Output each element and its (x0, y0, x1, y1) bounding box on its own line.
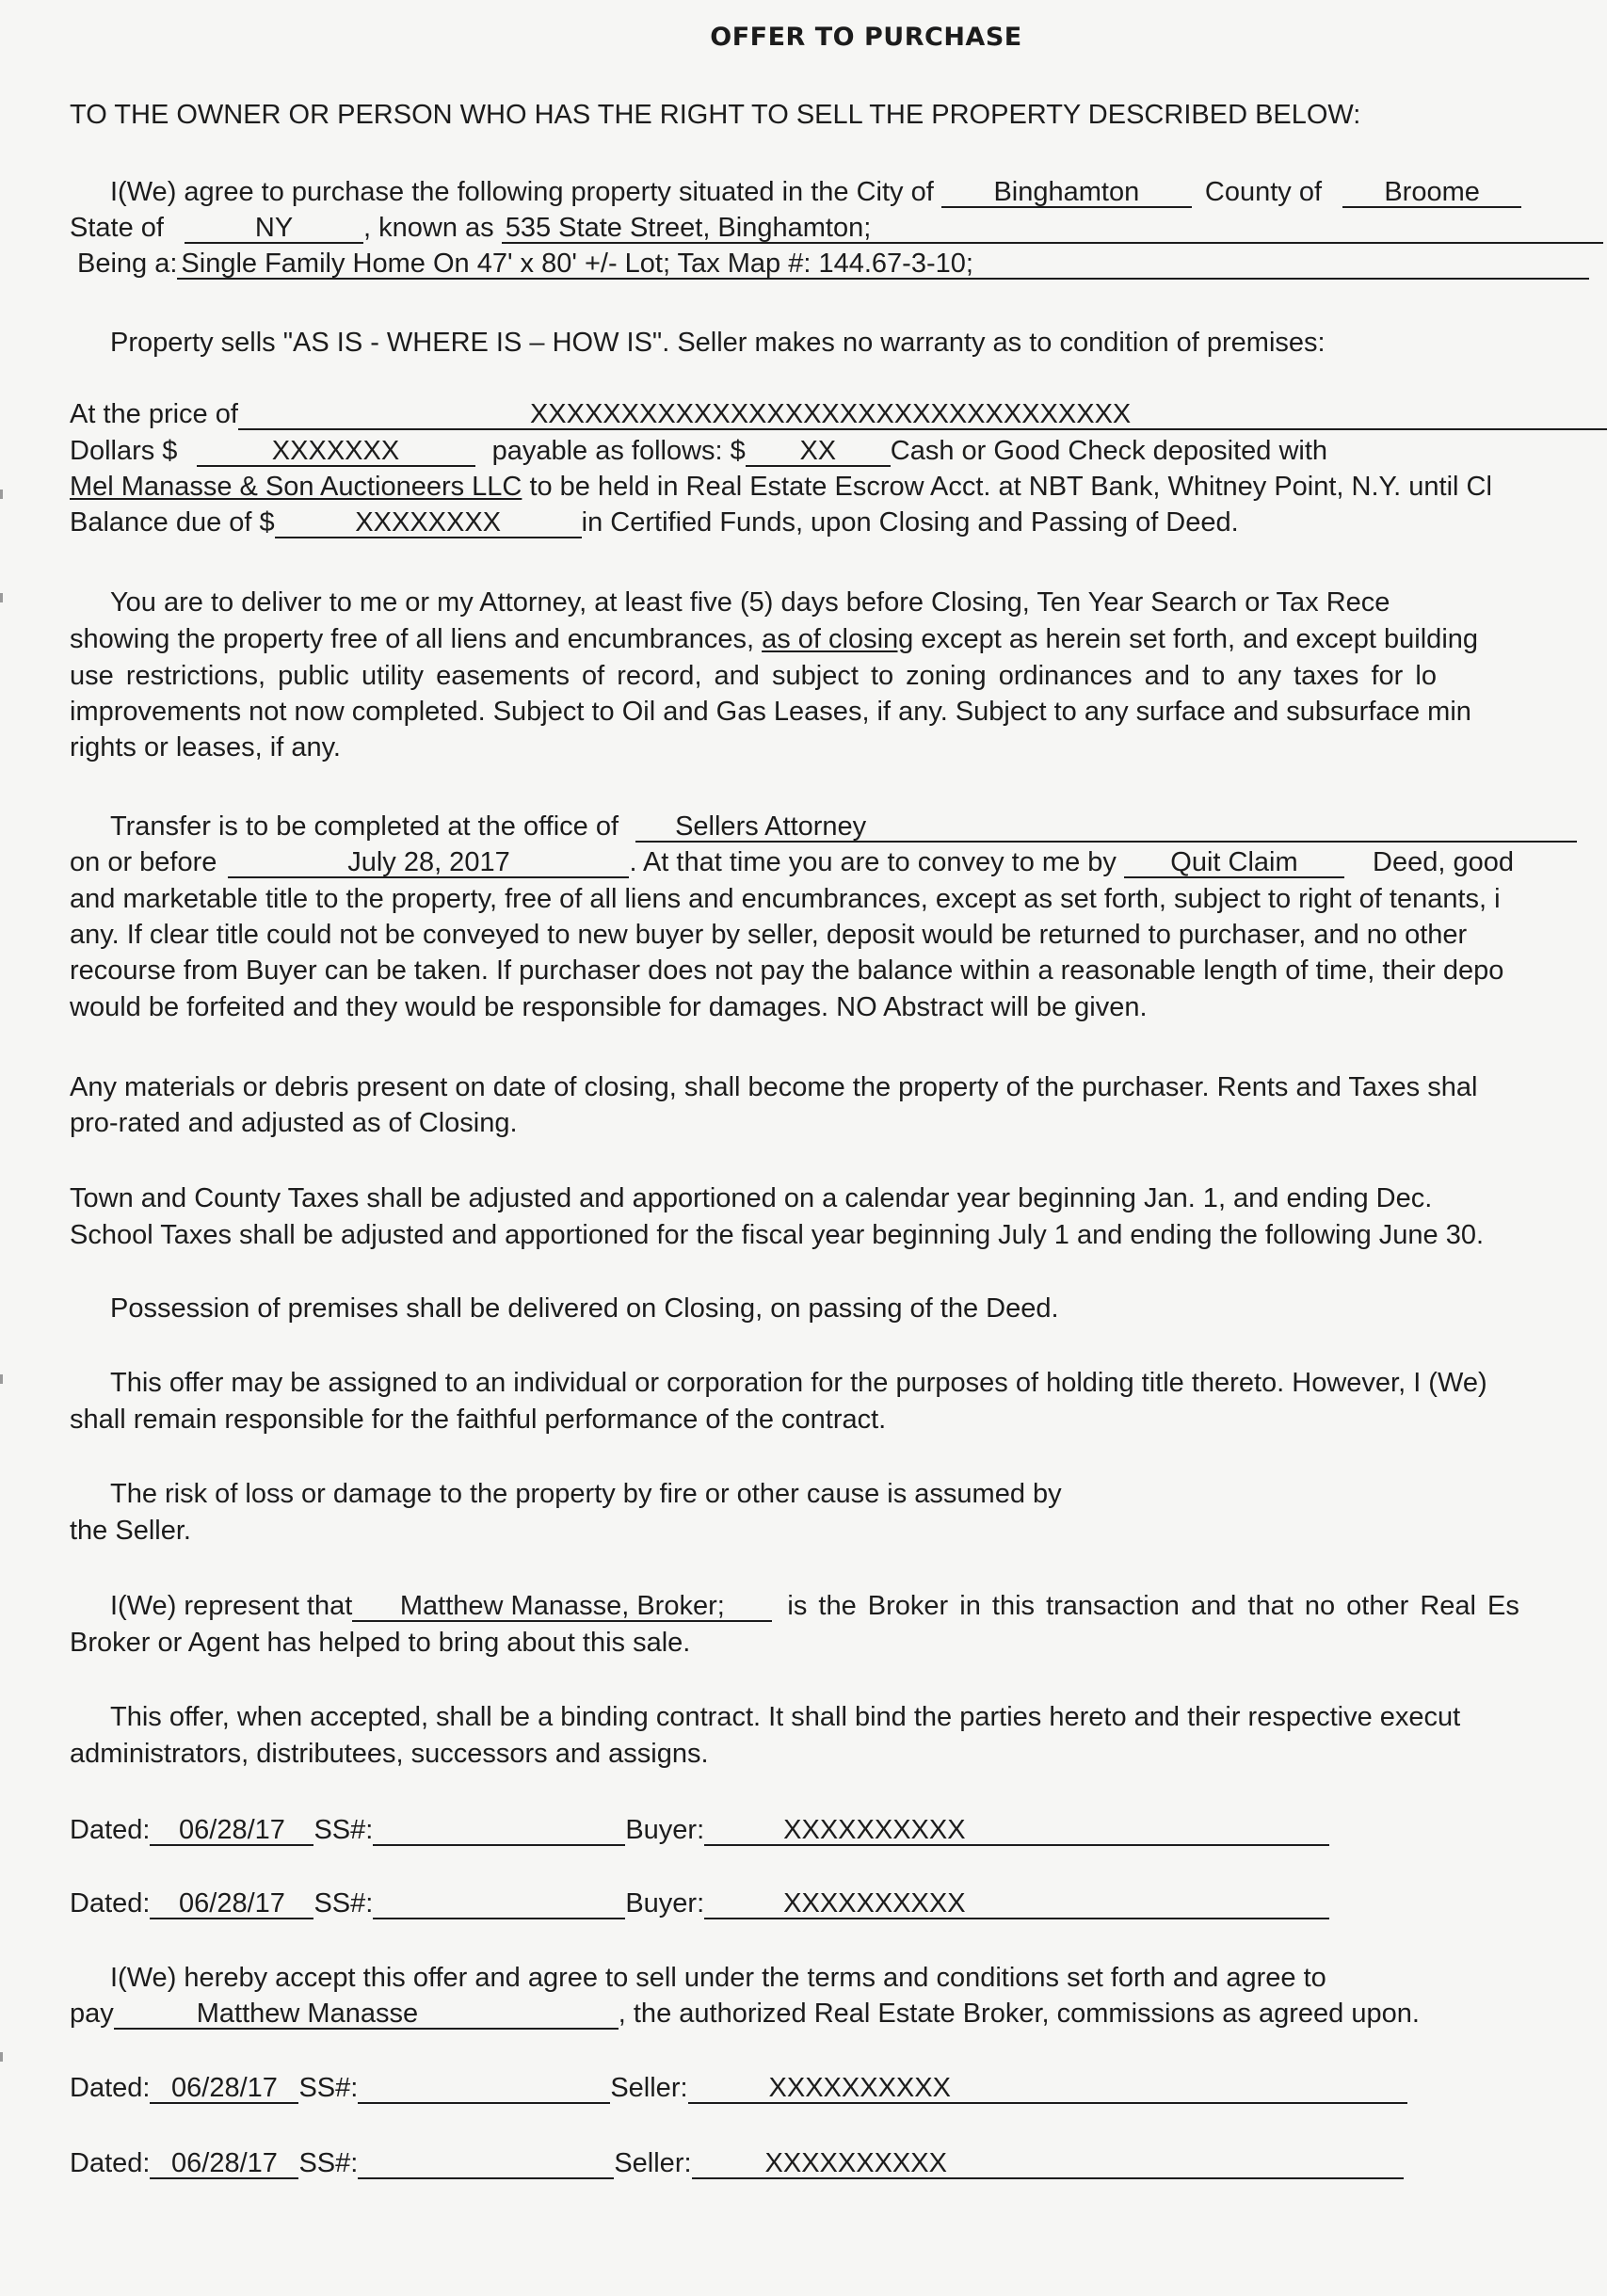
ss-label: SS#: (313, 1815, 374, 1845)
materials-line-2: pro-rated and adjusted as of Closing. (70, 1108, 518, 1138)
buyer-label: Buyer: (625, 1815, 705, 1845)
known-as-field: 535 State Street, Binghamton; (502, 214, 1603, 244)
transfer-line-1 (110, 810, 1577, 843)
seller-signature-row-2 (70, 2146, 1404, 2180)
search-line-2 (70, 622, 1478, 656)
dated-label: Dated: (70, 2073, 151, 2103)
being-label: Being a: (77, 249, 178, 279)
at-price-label: At the price of (70, 399, 238, 429)
buyer-signature-row-2 (70, 1887, 1329, 1920)
broker-line-2: Broker or Agent has helped to bring about this sale. (70, 1628, 691, 1658)
risk-line-1: The risk of loss or damage to the property by fire or other cause is assumed by (110, 1479, 1062, 1509)
materials-line-1: Any materials or debris present on date of closing, shall become the property of the purchaser. Rents and Taxes shal (70, 1072, 1478, 1102)
balance-field: XXXXXXXX (275, 508, 582, 538)
balance-label: Balance due of $ (70, 507, 275, 538)
broker-lead: I(We) represent that (110, 1591, 353, 1621)
buyer-name-field-2: XXXXXXXXXX (704, 1889, 1329, 1919)
seller-date-field-1: 06/28/17 (150, 2074, 298, 2104)
deed-type-field: Quit Claim (1124, 848, 1344, 878)
ss-label: SS#: (298, 2073, 359, 2103)
balance-text: in Certified Funds, upon Closing and Passing of Deed. (581, 507, 1239, 538)
search-line-2-b: except as herein set forth, and except building (921, 624, 1479, 654)
price-line-1 (70, 397, 1607, 431)
transfer-line-6: would be forfeited and they would be responsible for damages. NO Abstract will be given. (70, 992, 1148, 1022)
seller-ss-field-1 (358, 2074, 610, 2104)
search-line-3: use restrictions, public utility easements of record, and subject to zoning ordinances and to any taxes for lo (70, 661, 1437, 691)
pay-label: pay (70, 1999, 114, 2029)
known-as-label: , known as (363, 213, 494, 243)
salutation: TO THE OWNER OR PERSON WHO HAS THE RIGHT TO SELL THE PROPERTY DESCRIBED BELOW: (70, 100, 1361, 130)
buyer-label: Buyer: (625, 1888, 705, 1919)
accept-line-2 (70, 1997, 1420, 2031)
broker-line-1 (110, 1589, 1519, 1623)
deposit-field: XX (746, 437, 891, 467)
scan-mark (0, 490, 3, 499)
buyer-date-field-1: 06/28/17 (150, 1816, 313, 1846)
before-label: on or before (70, 847, 217, 877)
buyer-signature-row-1 (70, 1813, 1329, 1847)
ss-label: SS#: (298, 2148, 359, 2178)
taxes-line-2: School Taxes shall be adjusted and apportioned for the fiscal year beginning July 1 and ending the following June 30. (70, 1220, 1485, 1250)
buyer-ss-field-2 (373, 1889, 625, 1919)
intro-line-3 (77, 247, 1589, 281)
as-is-clause: Property sells "AS IS - WHERE IS – HOW IS". Seller makes no warranty as to condition of premises: (110, 328, 1326, 358)
seller-label: Seller: (610, 2073, 688, 2103)
commission-broker-field: Matthew Manasse (114, 1999, 619, 2030)
intro-line-2 (70, 211, 1603, 245)
price-line-4 (70, 506, 1239, 539)
deposit-text: Cash or Good Check deposited with (890, 436, 1328, 466)
transfer-line-5: recourse from Buyer can be taken. If purchaser does not pay the balance within a reasonable length of time, their depo (70, 955, 1504, 986)
city-field: Binghamton (941, 178, 1192, 208)
closing-date-field: July 28, 2017 (228, 848, 629, 878)
buyer-name-field-1: XXXXXXXXXX (704, 1816, 1329, 1846)
transfer-line-4: any. If clear title could not be conveyed to new buyer by seller, deposit would be returned to purchaser, and no other (70, 920, 1468, 950)
seller-label: Seller: (614, 2148, 692, 2178)
broker-field: Matthew Manasse, Broker; (352, 1592, 772, 1622)
dollars-label: Dollars $ (70, 436, 178, 466)
price-words-field: XXXXXXXXXXXXXXXXXXXXXXXXXXXXXXXXX (238, 400, 1607, 430)
scan-mark (0, 1374, 3, 1384)
county-label: County of (1204, 177, 1323, 207)
payable-label: payable as follows: $ (491, 436, 746, 466)
search-line-1: You are to deliver to me or my Attorney, at least five (5) days before Closing, Ten Year Search or Tax Rece (110, 587, 1390, 618)
office-label: Transfer is to be completed at the office of (110, 811, 619, 842)
broker-tail: is the Broker in this transaction and that no other Real Es (787, 1591, 1519, 1621)
price-line-2 (70, 434, 1327, 468)
price-line-3 (70, 470, 1492, 504)
risk-line-2: the Seller. (70, 1516, 191, 1546)
assign-line-1: This offer may be assigned to an individual or corporation for the purposes of holding title thereto. However, I (We) (110, 1368, 1487, 1398)
dated-label: Dated: (70, 1815, 151, 1845)
being-field: Single Family Home On 47' x 80' +/- Lot; Tax Map #: 144.67-3-10; (177, 249, 1589, 280)
search-line-5: rights or leases, if any. (70, 732, 341, 763)
seller-name-field-2: XXXXXXXXXX (692, 2149, 1404, 2179)
seller-name-field-1: XXXXXXXXXX (688, 2074, 1407, 2104)
convey-label: . At that time you are to convey to me by (629, 847, 1117, 877)
scan-mark (0, 2052, 3, 2062)
possession-clause: Possession of premises shall be delivered on Closing, on passing of the Deed. (110, 1293, 1059, 1324)
search-line-4: improvements not now completed. Subject to Oil and Gas Leases, if any. Subject to any surface and subsurface min (70, 697, 1471, 727)
as-of-closing: as of closing (762, 624, 914, 654)
accept-line-1: I(We) hereby accept this offer and agree to sell under the terms and conditions set forth and agree to (110, 1963, 1326, 1993)
intro-lead: I(We) agree to purchase the following property situated in the City of (110, 177, 934, 207)
binding-line-2: administrators, distributees, successors and assigns. (70, 1739, 709, 1769)
state-label: State of (70, 213, 164, 243)
taxes-line-1: Town and County Taxes shall be adjusted and apportioned on a calendar year beginning Jan. 1, and ending Dec. (70, 1183, 1433, 1213)
intro-line-1 (110, 175, 1521, 209)
buyer-date-field-2: 06/28/17 (150, 1889, 313, 1919)
seller-ss-field-2 (358, 2149, 614, 2179)
buyer-ss-field-1 (373, 1816, 625, 1846)
deed-text: Deed, good (1373, 847, 1514, 877)
county-field: Broome (1342, 178, 1521, 208)
escrow-agent: Mel Manasse & Son Auctioneers LLC (70, 472, 522, 502)
dated-label: Dated: (70, 2148, 151, 2178)
seller-signature-row-1 (70, 2071, 1407, 2105)
transfer-line-2 (70, 845, 1514, 879)
office-field: Sellers Attorney (635, 812, 1577, 843)
ss-label: SS#: (313, 1888, 374, 1919)
escrow-text: to be held in Real Estate Escrow Acct. at NBT Bank, Whitney Point, N.Y. until Cl (529, 472, 1492, 502)
transfer-line-3: and marketable title to the property, free of all liens and encumbrances, except as set forth, subject to right of tenants, i (70, 884, 1501, 914)
state-field: NY (185, 214, 363, 244)
dated-label: Dated: (70, 1888, 151, 1919)
assign-line-2: shall remain responsible for the faithful performance of the contract. (70, 1405, 887, 1435)
scan-mark (0, 593, 3, 602)
search-line-2-a: showing the property free of all liens and encumbrances, (70, 624, 755, 654)
accept-tail: , the authorized Real Estate Broker, commissions as agreed upon. (618, 1999, 1420, 2029)
seller-date-field-2: 06/28/17 (150, 2149, 298, 2179)
dollars-field: XXXXXXX (197, 437, 475, 467)
binding-line-1: This offer, when accepted, shall be a binding contract. It shall bind the parties hereto and their respective execut (110, 1702, 1461, 1732)
document-title: OFFER TO PURCHASE (710, 23, 1022, 52)
